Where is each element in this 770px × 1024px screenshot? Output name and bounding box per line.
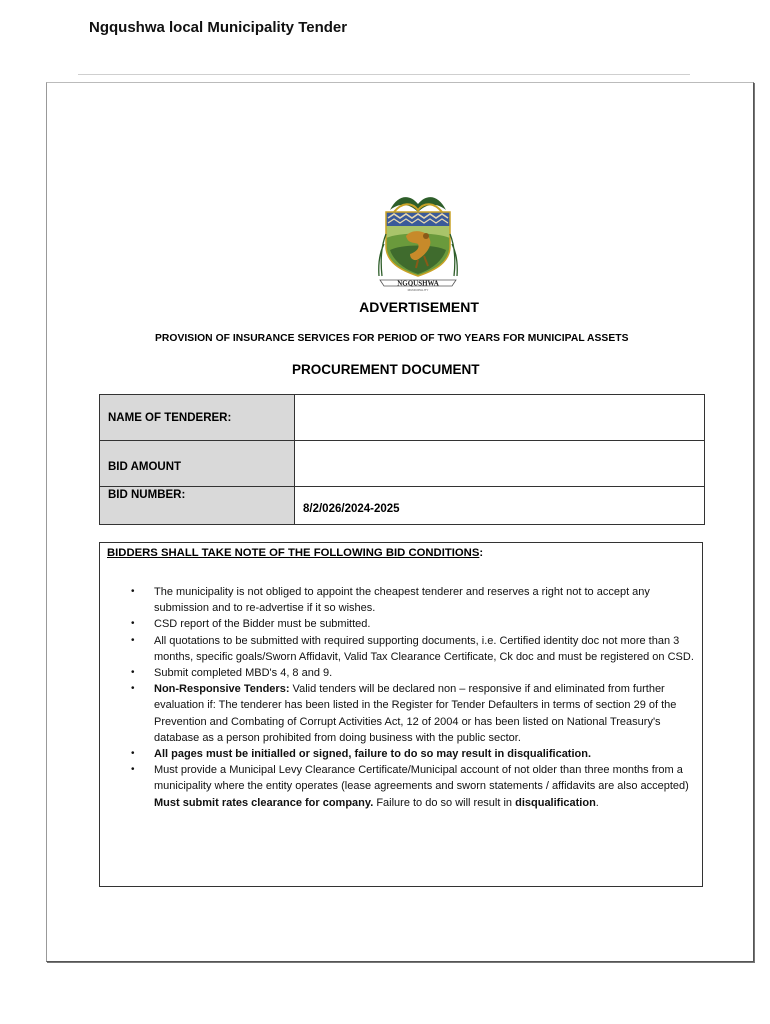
list-item: [100, 665, 700, 681]
list-item: [100, 584, 700, 616]
municipal-crest-logo: [376, 188, 460, 292]
name-of-tenderer-field[interactable]: [295, 395, 705, 441]
list-item: [100, 633, 700, 665]
bid-amount-field[interactable]: [295, 441, 705, 487]
tender-info-table: [99, 394, 705, 525]
bid-conditions-heading: [107, 547, 483, 559]
crest-subtext: MUNICIPALITY: [407, 288, 429, 292]
condition-bold-text: Non-Responsive Tenders:: [154, 683, 290, 696]
bullet-icon: •: [131, 634, 135, 646]
bullet-icon: •: [131, 586, 135, 597]
condition-bold-text: Must submit rates clearance for company.: [154, 796, 374, 809]
bid-conditions-heading-colon: :: [479, 547, 484, 559]
tender-subject: PROVISION OF INSURANCE SERVICES FOR PERIOD OF TWO YEARS FOR MUNICIPAL ASSETS: [155, 333, 629, 344]
list-item: [100, 681, 700, 746]
advertisement-heading: ADVERTISEMENT: [359, 299, 479, 315]
header-divider: [78, 74, 690, 75]
condition-text: Valid tenders will be declared non – responsive if and eliminated from further evaluation if: The tenderer has been listed in the Register for Tender Defaulters in terms of section 29 of the Prevention and Combating of Corrupt Activities Act, 12 of 2004 or has been listed on National Treasury's database as a person prohibited from doing business with the public sector.: [154, 683, 677, 744]
bullet-icon: •: [131, 683, 135, 695]
condition-text: Must provide a Municipal Levy Clearance Certificate/Municipal account of not older than three months from a municipality where the entity operates (lease agreements and sworn statements / affidavits are also accepted): [154, 764, 689, 793]
condition-text: .: [595, 796, 599, 809]
condition-bold-text: disqualification: [515, 796, 596, 809]
condition-bold-text: All pages must be initialled or signed, failure to do so may result in disqualification.: [154, 748, 592, 761]
bullet-icon: •: [131, 667, 135, 679]
name-of-tenderer-label: NAME OF TENDERER:: [100, 395, 295, 441]
bullet-icon: •: [131, 618, 135, 630]
condition-text: Submit completed MBD's 4, 8 and 9.: [154, 667, 333, 680]
condition-text: The municipality is not obliged to appoint the cheapest tenderer and reserves a right not to accept any submission and to re-advertise if it so wishes.: [154, 586, 650, 615]
condition-text: Failure to do so will result in: [373, 796, 516, 809]
list-item: [100, 762, 700, 811]
list-item: [100, 746, 700, 762]
bid-conditions-heading-text: BIDDERS SHALL TAKE NOTE OF THE FOLLOWING BID CONDITIONS: [107, 547, 480, 559]
condition-text: All quotations to be submitted with required supporting documents, i.e. Certified identity doc not more than 3 months, specific goals/Sworn Affidavit, Valid Tax Clearance Certificate, Ck doc and must be registered on CSD.: [154, 634, 694, 663]
condition-text: CSD report of the Bidder must be submitted.: [154, 618, 371, 631]
bullet-icon: •: [131, 748, 135, 760]
bid-conditions-list: [100, 584, 700, 811]
bid-conditions-box: [99, 542, 703, 887]
procurement-document-heading: PROCUREMENT DOCUMENT: [292, 362, 480, 377]
bid-number-value: 8/2/026/2024-2025: [295, 487, 705, 525]
list-item: [100, 616, 700, 632]
page-title: Ngqushwa local Municipality Tender: [89, 19, 348, 36]
crest-name: NGQUSHWA: [397, 279, 439, 288]
bid-amount-label: BID AMOUNT: [100, 441, 295, 487]
bid-number-label: BID NUMBER:: [100, 487, 295, 525]
bullet-icon: •: [131, 764, 135, 776]
